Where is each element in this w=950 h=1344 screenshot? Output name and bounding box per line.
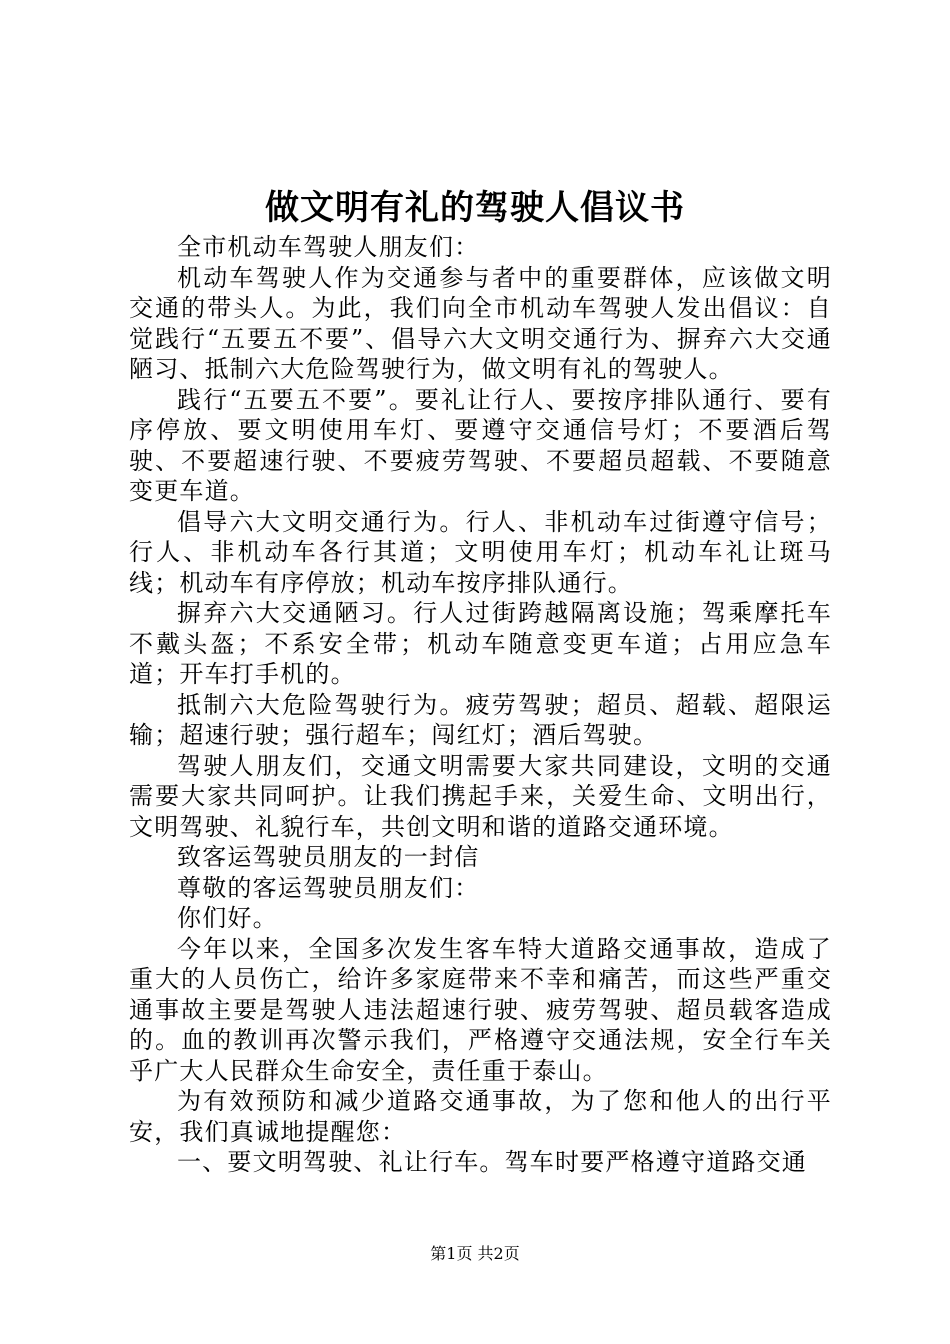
paragraph-greeting: 你们好。 — [177, 904, 278, 932]
paragraph-point-one: 一、要文明驾驶、礼让行车。驾车时要严格遵守道路交通 — [177, 1148, 807, 1176]
paragraph-letter-salutation: 尊敬的客运驾驶员朋友们： — [177, 873, 480, 902]
paragraph-reminder: 为有效预防和减少道路交通事故，为了您和他人的出行平安，我们真诚地提醒您： — [129, 1087, 832, 1146]
paragraph-letter-heading: 致客运驾驶员朋友的一封信 — [177, 843, 480, 871]
paragraph-salutation: 全市机动车驾驶人朋友们： — [177, 233, 480, 261]
paragraph-accidents: 今年以来，全国多次发生客车特大道路交通事故，造成了重大的人员伤亡，给许多家庭带来不幸和痛苦，而这些严重交通事故主要是驾驶人违法超速行驶、疲劳驾驶、超员载客造成的。血的教训再次警示我们，严格遵守交通法规，安全行车关乎广大人民群众生命安全，责任重于泰山。 — [129, 934, 832, 1085]
document-body — [129, 232, 832, 1178]
paragraph-five-dos-donts: 践行“五要五不要”。要礼让行人、要按序排队通行、要有序停放、要文明使用车灯、要遵守交通信号灯；不要酒后驾驶、不要超速行驶、不要疲劳驾驶、不要超员超载、不要随意变更车道。 — [129, 385, 832, 505]
paragraph-bad-habits: 摒弃六大交通陋习。行人过街跨越隔离设施；驾乘摩托车不戴头盔；不系安全带；机动车随意变更车道；占用应急车道；开车打手机的。 — [129, 599, 832, 688]
paragraph-closing-appeal: 驾驶人朋友们，交通文明需要大家共同建设，文明的交通需要大家共同呵护。让我们携起手来，关爱生命、文明出行，文明驾驶、礼貌行车，共创文明和谐的道路交通环境。 — [129, 751, 832, 841]
paragraph-intro: 机动车驾驶人作为交通参与者中的重要群体，应该做文明交通的带头人。为此，我们向全市机动车驾驶人发出倡议：自觉践行“五要五不要”、倡导六大文明交通行为、摒弃六大交通陋习、抵制六大危险驾驶行为，做文明有礼的驾驶人。 — [129, 263, 832, 383]
paragraph-civil-behaviors: 倡导六大文明交通行为。行人、非机动车过街遵守信号；行人、非机动车各行其道；文明使用车灯；机动车礼让斑马线；机动车有序停放；机动车按序排队通行。 — [129, 507, 832, 597]
document-title: 做文明有礼的驾驶人倡议书 — [265, 188, 685, 228]
paragraph-dangerous-driving: 抵制六大危险驾驶行为。疲劳驾驶；超员、超载、超限运输；超速行驶；强行超车；闯红灯；酒后驾驶。 — [129, 690, 832, 749]
page-footer: 第1页 共2页 — [430, 1244, 520, 1263]
